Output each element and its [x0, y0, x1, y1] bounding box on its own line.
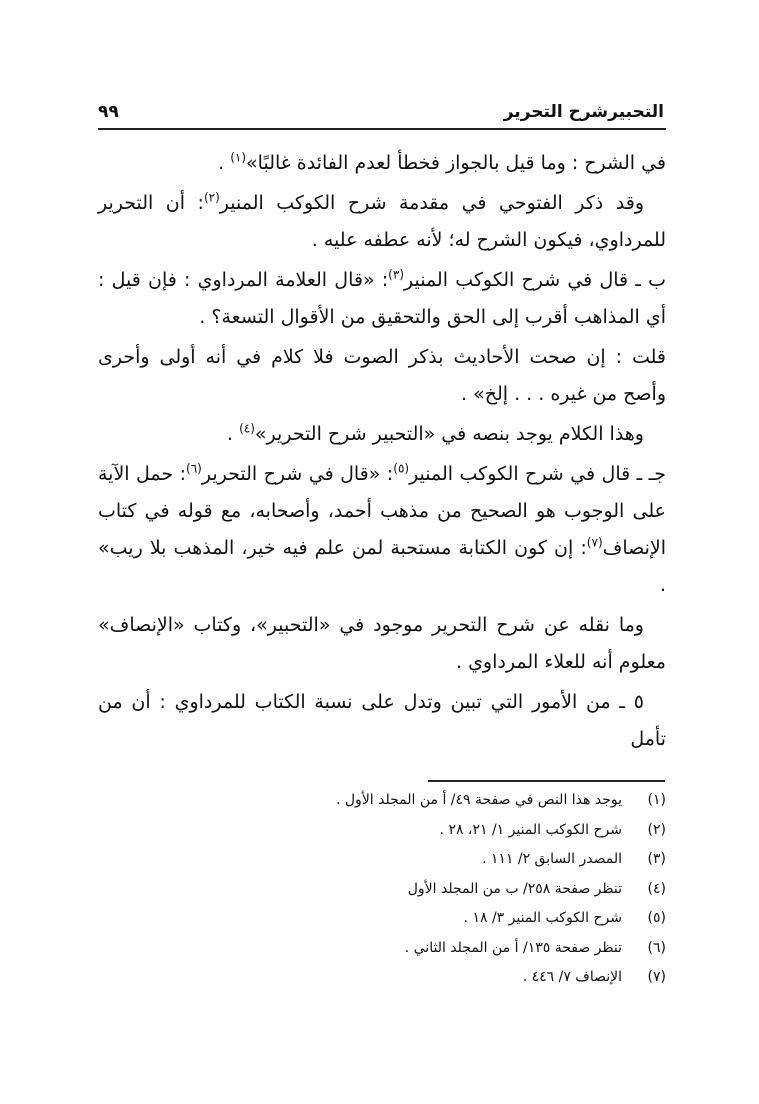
- paragraph-3: ب ـ قال في شرح الكوكب المنير$^{(٣)}$: «قال العلامة المرداوي : فإن قيل : أي المذاهب أقرب إلى الحق والتحقيق من الأقوال التسعة؟ .: [98, 267, 666, 328]
- paragraph-6: جـ ـ قال في شرح الكوكب المنير$^{(٥)}$: «قال في شرح التحرير$^{(٦)}$: حمل الآية على الوجوب هو الصحيح من مذهب أحمد، وأصحابه، مع قوله في كتاب الإنصاف$^{(٧)}$: إن كون الكتابة مستحبة لمن علم فيه خير، المذهب بلا ريب» .: [98, 461, 666, 596]
- page-number: ٩٩: [98, 102, 119, 122]
- footnote-ref-6: (٦): [186, 461, 202, 476]
- page-header: [98, 92, 664, 122]
- footnote-4: (٤) تنظر صفحة ٢٥٨/ ب من المجلد الأول: [407, 880, 666, 897]
- header-divider: [98, 128, 666, 130]
- paragraph-8: ٥ ـ من الأمور التي تبين وتدل على نسبة الكتاب للمرداوي : أن من تأمل: [98, 691, 666, 750]
- footnote-2: (٢) شرح الكوكب المنير ١/ ٢١، ٢٨ .: [439, 821, 666, 838]
- footnote-ref-2: (٢): [203, 190, 220, 205]
- footnotes: [98, 786, 666, 993]
- paragraph-5: وهذا الكلام يوجد بنصه في «التحبير شرح التحرير»$^{(٤)}$ .: [227, 421, 644, 445]
- footnote-1: (١) يوجد هذا النص في صفحة ٤٩/ أ من المجلد الأول .: [335, 792, 666, 808]
- footnote-7: (٧) الإنصاف ٧/ ٤٤٦ .: [522, 969, 666, 985]
- running-title: التحبيرشرح التحرير: [503, 102, 664, 122]
- paragraph-1: في الشرح : وما قيل بالجواز فخطأ لعدم الفائدة غالبًا»$^{(١)}$ .: [218, 150, 666, 174]
- footnote-ref-7: (٧): [586, 535, 603, 550]
- footnote-ref-3: (٣): [388, 267, 404, 282]
- footnote-6: (٦) تنظر صفحة ١٣٥/ أ من المجلد الثاني .: [404, 939, 666, 956]
- footnote-ref-1: (١): [230, 150, 247, 165]
- footnote-divider: [428, 780, 665, 782]
- footnote-ref-5: (٥): [393, 461, 410, 476]
- footnote-5: (٥) شرح الكوكب المنير ٣/ ١٨ .: [463, 910, 666, 926]
- paragraph-7: وما نقله عن شرح التحرير موجود في «التحبير»، وكتاب «الإنصاف» معلوم أنه للعلاء المرداوي .: [98, 614, 666, 673]
- footnote-3: (٣) المصدر السابق ٢/ ١١١ .: [481, 851, 666, 867]
- main-text: [98, 145, 666, 761]
- footnote-ref-4: (٤): [239, 421, 255, 436]
- paragraph-2: وقد ذكر الفتوحي في مقدمة شرح الكوكب المنير$^{(٢)}$: أن التحرير للمرداوي، فيكون الشرح له؛ لأنه عطفه عليه .: [98, 190, 666, 251]
- paragraph-4: قلت : إن صحت الأحاديث بذكر الصوت فلا كلام في أنه أولى وأحرى وأصح من غيره . . . إلخ» .: [98, 346, 666, 405]
